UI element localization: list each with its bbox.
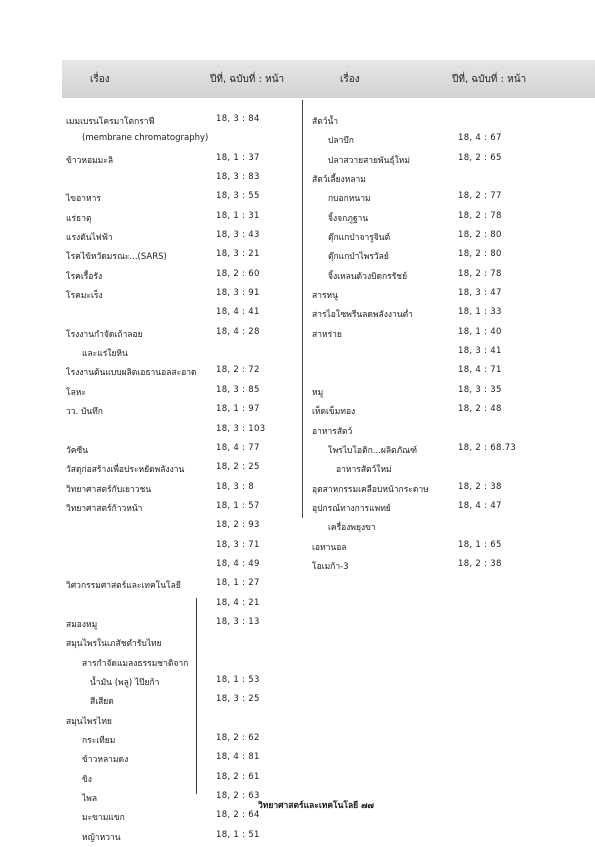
index-entry xyxy=(66,209,300,228)
entry-term: อุปกรณ์ทางการแพทย์ xyxy=(312,503,391,514)
entry-ref: 18, 3 : 71 xyxy=(216,539,260,550)
index-entry xyxy=(312,112,552,131)
entry-ref: 18, 3 : 8 xyxy=(216,481,255,492)
entry-ref: 18, 3 : 21 xyxy=(216,249,260,260)
entry-ref: 18, 3 : 103 xyxy=(216,423,266,434)
left-ref-heading: ปีที่, ฉบับที่ : หน้า xyxy=(210,74,285,85)
left-subject-heading: เรื่อง xyxy=(90,74,110,85)
index-entry xyxy=(312,151,552,170)
entry-ref: 18, 4 : 47 xyxy=(458,500,502,511)
index-entry xyxy=(66,480,300,499)
entry-ref: 18, 2 : 62 xyxy=(216,733,260,743)
entry-term: อุตสาหกรรมเคลือบหน้ากระดาษ xyxy=(312,484,429,495)
entry-term: โลหะ xyxy=(66,387,86,398)
entry-term: อาหารสัตว์ใหม่ xyxy=(336,465,392,476)
index-entry xyxy=(66,151,300,170)
index-entry xyxy=(66,750,300,769)
index-entry xyxy=(312,286,552,305)
page-footer: วิทยาศาสตร์และเทคโนโลยี ๗๗ xyxy=(258,801,374,811)
entry-ref: 18, 4 : 77 xyxy=(216,442,260,453)
left-index-column xyxy=(66,112,300,847)
entry-term: เครื่องพยุงขา xyxy=(328,523,376,534)
entry-ref: 18, 3 : 41 xyxy=(458,346,502,357)
entry-term: โรคไข้หวัดมรณะ...(SARS) xyxy=(66,252,167,263)
index-entry xyxy=(66,286,300,305)
entry-term: สัตว์เลี้ยงหลาม xyxy=(312,175,366,186)
entry-term: จิ้งจกภูฐาน xyxy=(328,213,369,224)
entry-term: จิ้งเหลนด้วงบิดกรรัชย์ xyxy=(328,271,408,282)
entry-term: มะขามแขก xyxy=(82,813,125,824)
entry-ref: 18, 3 : 43 xyxy=(216,230,260,241)
index-entry xyxy=(66,325,300,344)
entry-ref: 18, 1 : 27 xyxy=(216,578,260,589)
index-entry xyxy=(66,692,300,711)
index-entry xyxy=(312,305,552,324)
index-entry xyxy=(66,305,300,324)
entry-ref: 18, 3 : 91 xyxy=(216,288,260,299)
entry-ref: 18, 3 : 55 xyxy=(216,191,260,202)
entry-ref: 18, 4 : 71 xyxy=(458,365,502,376)
entry-ref: 18, 2 : 77 xyxy=(458,191,502,202)
entry-term: โพรไบโอติก...ผลิตภัณฑ์ xyxy=(328,445,418,456)
entry-ref: 18, 1 : 40 xyxy=(458,326,502,337)
entry-term: โรงงานกำจัดเถ้าลอย xyxy=(66,329,143,340)
index-entry xyxy=(66,131,300,150)
index-entry xyxy=(312,344,552,363)
entry-term: ข้าวหลามดง xyxy=(82,755,129,766)
index-entry xyxy=(66,363,300,382)
entry-ref: 18, 2 : 78 xyxy=(458,268,502,279)
index-entry xyxy=(66,499,300,518)
entry-term: โรคเรื้อรัง xyxy=(66,271,103,282)
entry-term: สาหร่าย xyxy=(312,329,342,340)
entry-term: สมองหมู xyxy=(66,619,98,630)
entry-term: กระเทียม xyxy=(82,736,116,746)
index-entry xyxy=(66,228,300,247)
entry-term: น้ำมัน (พลู) ไป๊ยก้า xyxy=(90,677,160,688)
entry-ref: 18, 2 : 38 xyxy=(458,481,502,492)
index-entry xyxy=(312,189,552,208)
entry-term: วิทยาศาสตร์กับเยาวชน xyxy=(66,484,152,495)
entry-term: แรงดันไฟฟ้า xyxy=(66,233,113,244)
entry-term: โรคมะเร็ง xyxy=(66,291,103,302)
entry-ref: 18, 4 : 67 xyxy=(458,133,502,144)
column-divider xyxy=(302,100,303,518)
entry-term: และแร่ใยหิน xyxy=(82,349,128,360)
entry-ref: 18, 4 : 49 xyxy=(216,558,260,569)
entry-ref: 18, 3 : 47 xyxy=(458,288,502,299)
index-entry xyxy=(66,402,300,421)
entry-ref: 18, 1 : 51 xyxy=(216,829,260,840)
right-subject-heading: เรื่อง xyxy=(340,74,360,85)
index-entry xyxy=(312,247,552,266)
index-entry xyxy=(66,828,300,847)
index-entry xyxy=(66,654,300,673)
entry-ref: 18, 4 : 41 xyxy=(216,307,260,318)
entry-term: ไขอาหาร xyxy=(66,194,101,205)
index-entry xyxy=(312,441,552,460)
index-entry xyxy=(312,422,552,441)
index-entry xyxy=(66,247,300,266)
entry-ref: 18, 2 : 48 xyxy=(458,404,502,415)
entry-ref: 18, 2 : 68.73 xyxy=(458,442,517,453)
entry-ref: 18, 2 : 38 xyxy=(458,558,502,569)
index-entry xyxy=(312,209,552,228)
index-entry xyxy=(66,712,300,731)
entry-ref: 18, 3 : 84 xyxy=(216,114,260,124)
entry-ref: 18, 3 : 13 xyxy=(216,616,260,627)
index-entry xyxy=(312,267,552,286)
index-entry xyxy=(312,131,552,150)
index-entry xyxy=(312,557,552,576)
index-entry xyxy=(66,576,300,595)
entry-term: ปลาบึก xyxy=(328,136,354,147)
index-entry xyxy=(312,538,552,557)
entry-term: สมุนไพรไทย xyxy=(66,716,112,727)
index-entry xyxy=(66,538,300,557)
entry-ref: 18, 2 : 64 xyxy=(216,810,260,821)
index-entry xyxy=(312,402,552,421)
entry-term: หมู xyxy=(312,387,324,398)
entry-ref: 18, 2 : 80 xyxy=(458,230,502,241)
entry-term: หญ้าหวาน xyxy=(82,832,121,843)
entry-term: วว. บันทึก xyxy=(66,407,103,418)
index-entry xyxy=(66,615,300,634)
entry-term: วัคซีน xyxy=(66,445,89,456)
entry-ref: 18, 1 : 53 xyxy=(216,674,260,685)
entry-term: สีเสียด xyxy=(90,697,114,708)
index-entry xyxy=(312,228,552,247)
index-entry xyxy=(66,460,300,479)
index-entry xyxy=(66,441,300,460)
entry-term: วัสดุก่อสร้างเพื่อประหยัดพลังงาน xyxy=(66,465,185,476)
entry-ref: 18, 3 : 25 xyxy=(216,694,260,705)
entry-term: อาหารสัตว์ xyxy=(312,426,353,437)
index-entry xyxy=(312,170,552,189)
index-entry xyxy=(66,518,300,537)
right-index-column xyxy=(312,112,552,576)
entry-ref: 18, 1 : 31 xyxy=(216,210,260,221)
index-entry xyxy=(66,634,300,653)
entry-ref: 18, 4 : 81 xyxy=(216,752,260,763)
entry-term: ตุ๊กแกป่าจารูจินต์ xyxy=(328,233,391,244)
index-entry xyxy=(312,383,552,402)
entry-ref: 18, 1 : 97 xyxy=(216,404,260,415)
entry-term: โรงงานต้นแบบผลิตเอธานอลสะอาด xyxy=(66,368,197,379)
index-entry xyxy=(312,363,552,382)
index-entry xyxy=(312,460,552,479)
right-ref-heading: ปีที่, ฉบับที่ : หน้า xyxy=(452,74,527,85)
entry-term: ข้าวหอมมะลิ xyxy=(66,155,114,166)
entry-term: กบอกหนาม xyxy=(328,194,371,205)
entry-ref: 18, 2 : 63 xyxy=(216,791,260,802)
entry-term: สารไอโซพรีนลดพลังงานต่ำ xyxy=(312,310,413,321)
entry-ref: 18, 1 : 33 xyxy=(458,307,502,318)
index-entry xyxy=(66,189,300,208)
entry-ref: 18, 1 : 57 xyxy=(216,500,260,511)
index-entry xyxy=(66,731,300,750)
index-entry xyxy=(66,770,300,789)
entry-ref: 18, 4 : 21 xyxy=(216,597,260,608)
entry-ref: 18, 3 : 83 xyxy=(216,172,260,183)
entry-term: ไพล xyxy=(82,794,98,805)
entry-ref: 18, 3 : 35 xyxy=(458,384,502,395)
entry-term: วิทยาศาสตร์ก้าวหน้า xyxy=(66,503,143,514)
entry-term: เมมเบรนโครมาโตกราฟี xyxy=(66,117,155,127)
entry-ref: 18, 2 : 65 xyxy=(458,152,502,163)
index-entry xyxy=(66,112,300,131)
index-entry xyxy=(66,422,300,441)
entry-term: (membrane chromatography) xyxy=(82,133,209,144)
entry-ref: 18, 2 : 93 xyxy=(216,520,260,531)
entry-term: สัตว์น้ำ xyxy=(312,117,339,127)
entry-term: ขิง xyxy=(82,774,92,785)
entry-ref: 18, 2 : 25 xyxy=(216,462,260,473)
index-entry xyxy=(66,383,300,402)
entry-term: สมุนไพรในเภสัชตำรับไทย xyxy=(66,639,162,650)
index-entry xyxy=(312,499,552,518)
entry-ref: 18, 1 : 65 xyxy=(458,539,502,550)
index-entry xyxy=(66,596,300,615)
entry-term: โอเมก้า-3 xyxy=(312,561,349,572)
entry-term: ตุ๊กแกป่าไพรวัลย์ xyxy=(328,252,389,263)
entry-term: แร่ธาตุ xyxy=(66,213,92,224)
entry-term: เห็ดเข็มทอง xyxy=(312,407,356,418)
entry-ref: 18, 2 : 80 xyxy=(458,249,502,260)
entry-term: สารหนู xyxy=(312,291,338,302)
entry-ref: 18, 2 : 61 xyxy=(216,771,260,782)
entry-term: สารกำจัดแมลงธรรมชาติจาก xyxy=(82,658,189,669)
entry-term: เอทานอล xyxy=(312,542,347,553)
index-entry xyxy=(66,673,300,692)
index-entry xyxy=(66,170,300,189)
index-entry xyxy=(66,557,300,576)
index-entry xyxy=(312,518,552,537)
index-entry xyxy=(312,480,552,499)
entry-ref: 18, 2 : 78 xyxy=(458,210,502,221)
entry-term: ปลาสวายสายพันธุ์ใหม่ xyxy=(328,155,410,166)
index-entry xyxy=(66,344,300,363)
entry-term: วิศวกรรมศาสตร์และเทคโนโลยี xyxy=(66,581,181,592)
index-entry xyxy=(312,325,552,344)
entry-ref: 18, 2 : 60 xyxy=(216,268,260,279)
entry-ref: 18, 1 : 37 xyxy=(216,152,260,163)
entry-ref: 18, 3 : 85 xyxy=(216,384,260,395)
entry-ref: 18, 4 : 28 xyxy=(216,326,260,337)
entry-ref: 18, 2 : 72 xyxy=(216,365,260,376)
index-entry xyxy=(66,267,300,286)
